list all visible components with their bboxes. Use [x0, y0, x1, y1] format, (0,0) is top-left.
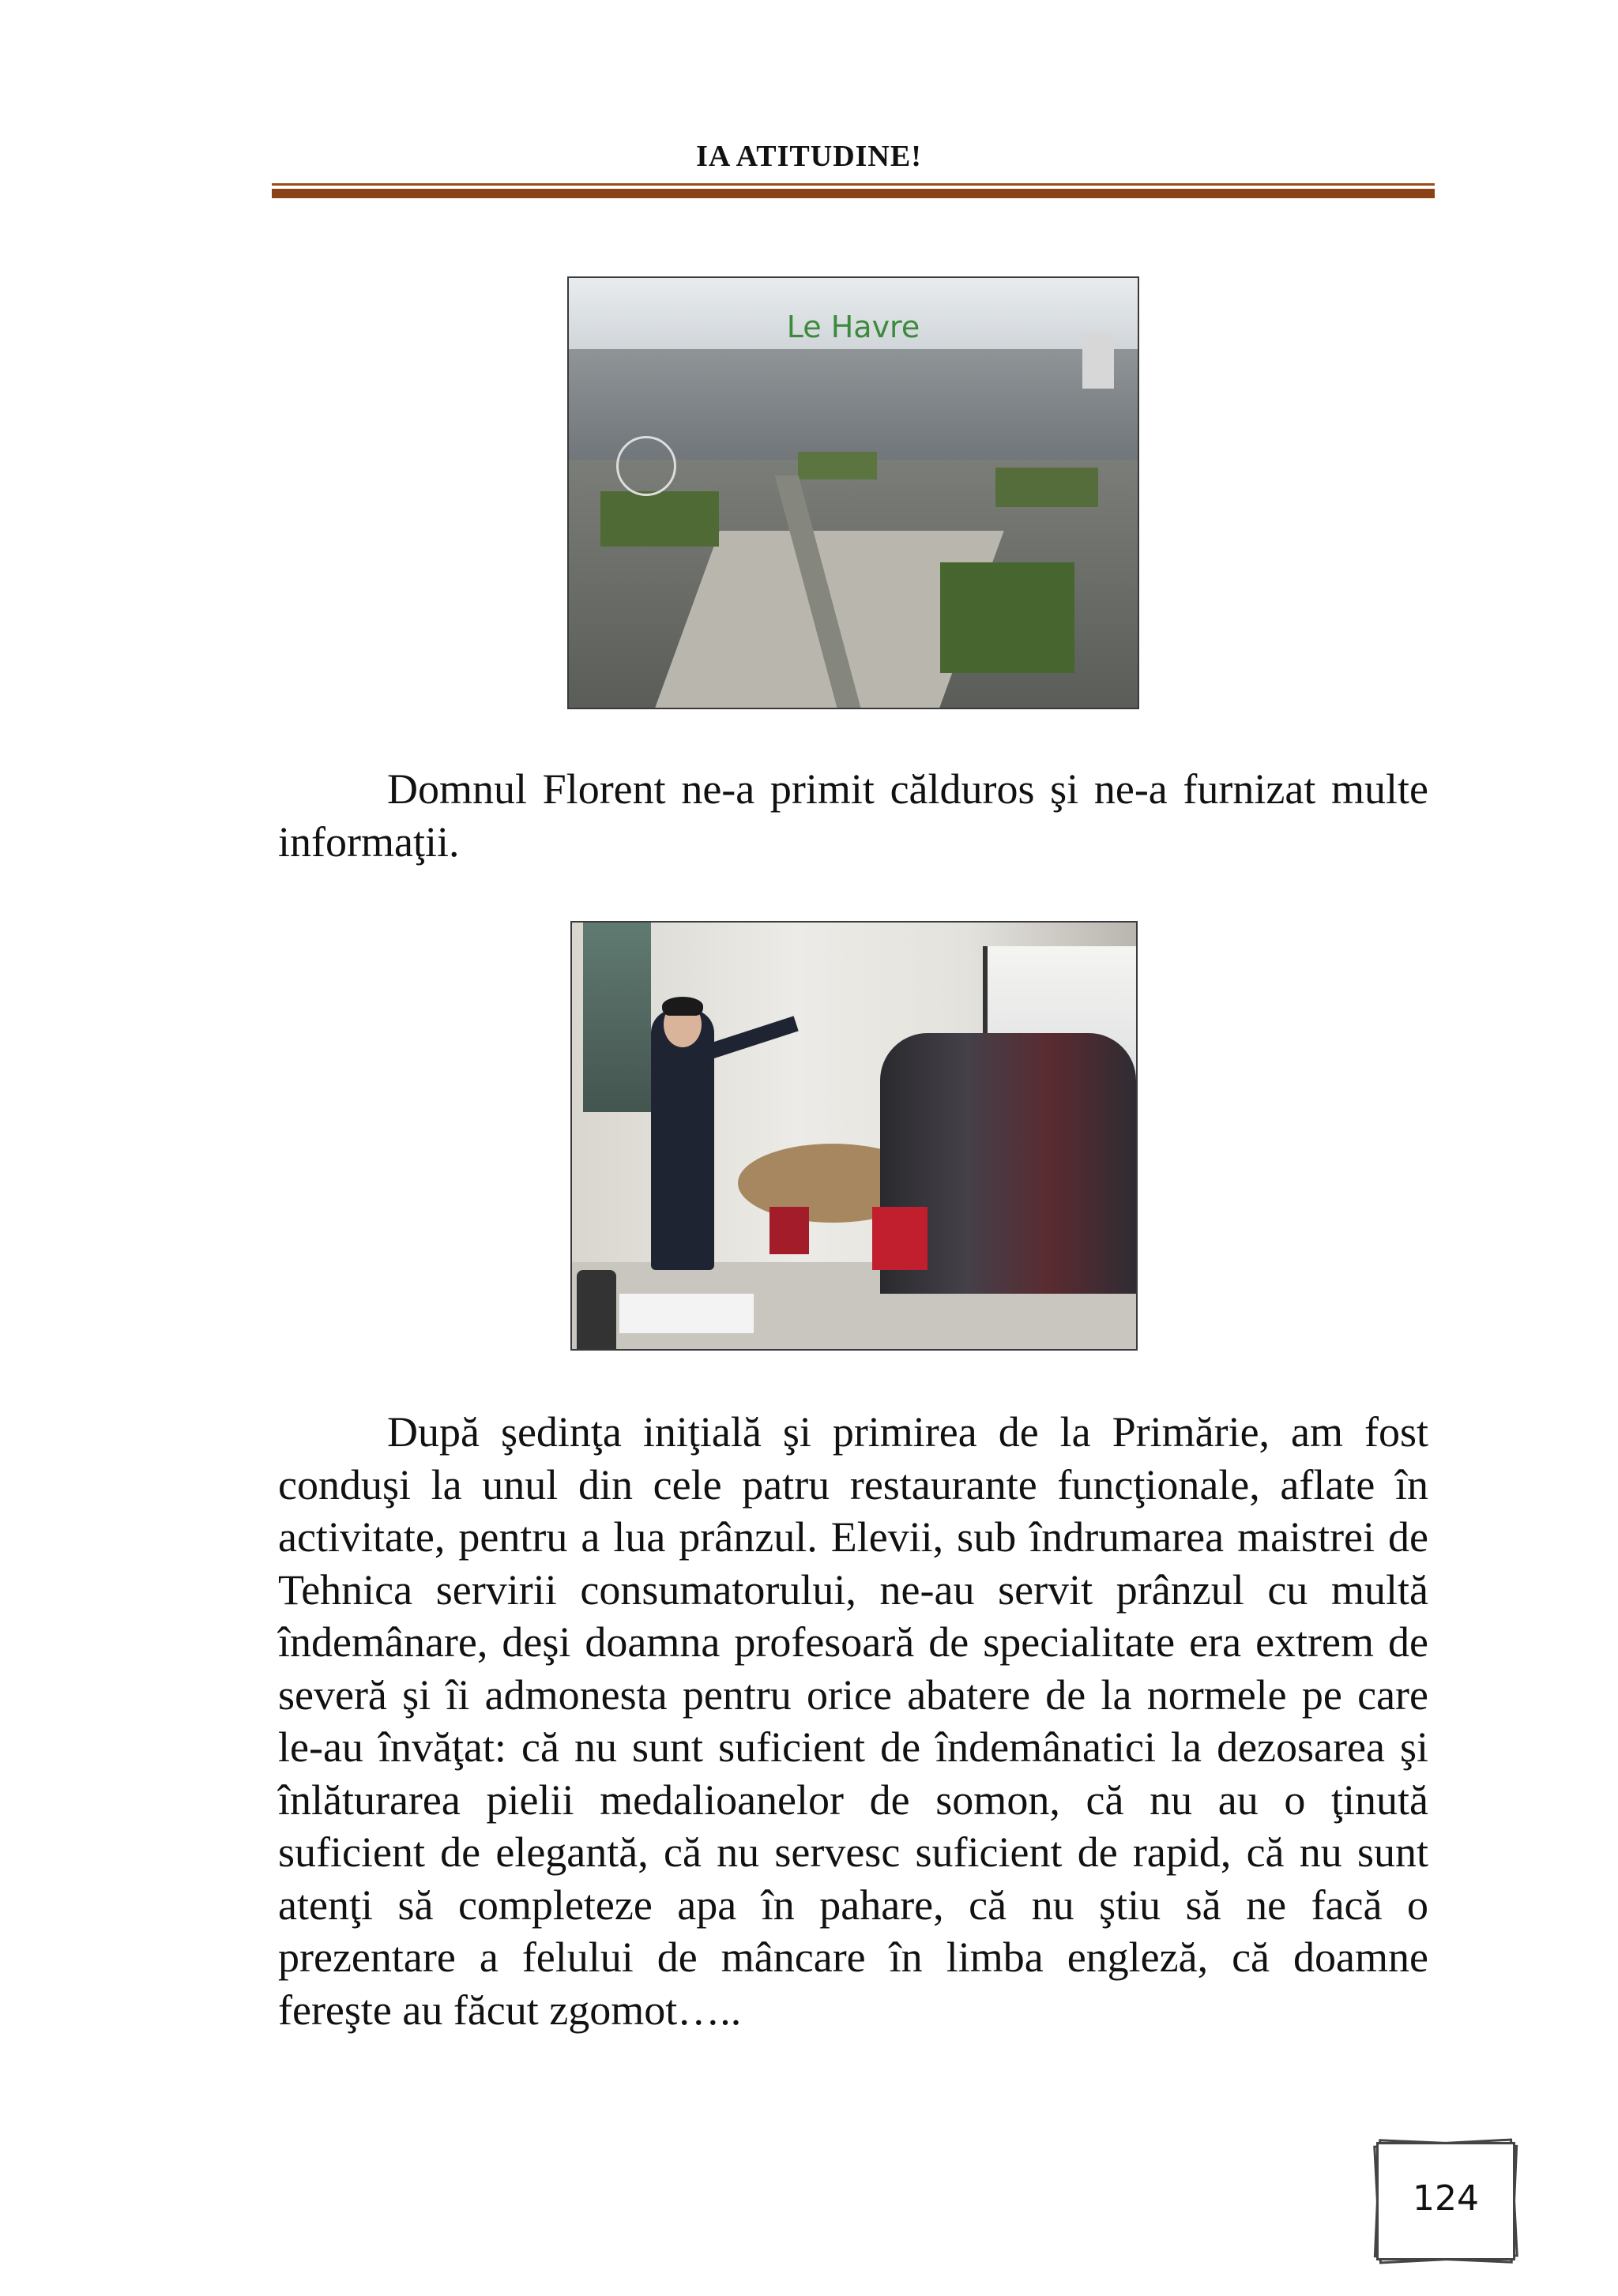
running-header: IA ATITUDINE!	[696, 140, 922, 173]
photo-lawn	[798, 452, 877, 479]
photo-presenter-hair	[662, 997, 703, 1016]
photo-chair	[872, 1207, 928, 1270]
paragraph-1: Domnul Florent ne-a primit călduros şi ne-a furnizat multe informaţii.	[278, 765, 1428, 866]
photo-thermos	[577, 1270, 616, 1349]
header-rule-thin	[272, 183, 1435, 186]
photo-tray	[619, 1294, 754, 1333]
photo-lawn	[940, 562, 1074, 673]
page-number: 124	[1413, 2178, 1479, 2219]
photo-chair	[769, 1207, 809, 1254]
photo-lawn	[995, 468, 1098, 507]
paragraph-2: După şedinţa iniţială şi primirea de la Primărie, am fost conduşi la unul din cele patru restaurante funcţionale, aflate în activitate, pentru a lua prânzul. Elevii, sub îndrumarea maistrei de Tehnica servirii consumatorului, ne-au servit prânzul cu multă îndemânare, deşi doamna profesoară de specialitate era extrem de severă şi îi admonesta pentru orice abatere de la normele pe care le-au învăţat: că nu sunt suficient de îndemânatici la dezosarea şi înlăturarea pielii medalioanelor de somon, că nu au o ţinută suficient de elegantă, că nu servesc suficient de rapid, că nu sunt atenţi să completeze apa în pahare, că nu ştiu să ne facă o prezentare a felului de mâncare în limba engleză, că doamne fereşte au făcut zgomot…..	[278, 1408, 1428, 2034]
meeting-room-photo	[570, 921, 1138, 1351]
photo-wall-map	[583, 923, 651, 1112]
page-number-box	[1376, 2142, 1515, 2260]
photo-caption: Le Havre	[786, 310, 920, 344]
photo-ferris-wheel	[616, 436, 676, 496]
photo-lawn	[600, 491, 719, 547]
header-rule-thick	[272, 189, 1435, 198]
le-havre-aerial-photo	[567, 276, 1139, 709]
